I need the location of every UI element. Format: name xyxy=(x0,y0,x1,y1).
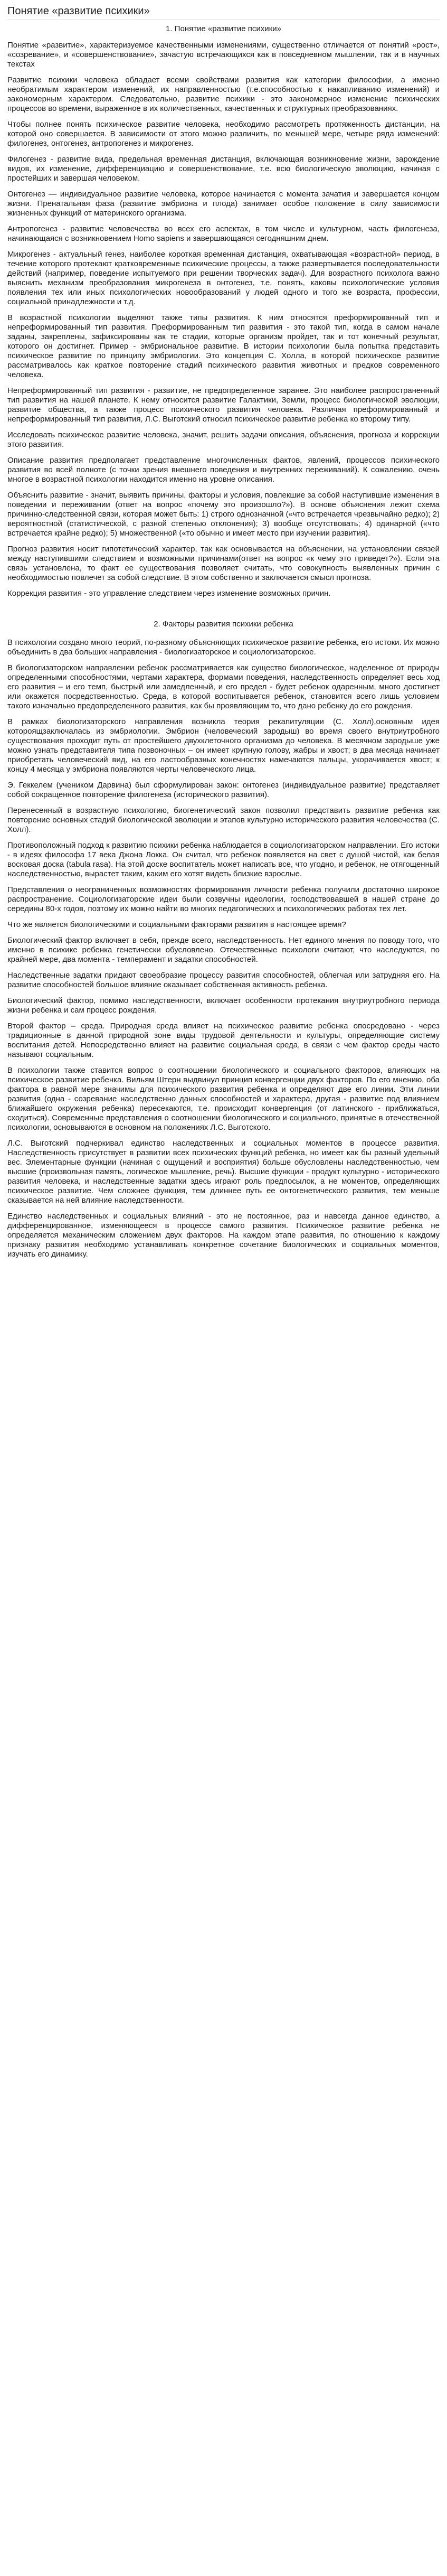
paragraph: Непреформированный тип развития - развитие, не предопределенное заранее. Это наиболее распространенный тип развития на нашей планете. К нему относится развитие Галактики, Земли, процесс биологической эволюции, развитие общества, а также процесс психического развития человека. Различая преформированный и непреформированный тип развития, Л.С. Выготский относил психическое развитие ребенка ко второму типу. xyxy=(7,386,440,424)
paragraph: Филогенез - развитие вида, предельная временная дистанция, включающая возникновение жизни, зарождение видов, их изменение, дифференциацию и совершенствование, т.е. всю биологическую эволюцию, начиная с простейших и завершая человеком. xyxy=(7,155,440,183)
paragraph: Развитие психики человека обладает всеми свойствами развития как категории философии, а именно необратимым характером изменений, их направленностью (т.е.способностью к накапливанию изменений) и закономерным характером. Следовательно, развитие психики - это закономерное изменение психических процессов во времени, выраженное в их количественных, качественных и структурных преобразованиях. xyxy=(7,76,440,113)
paragraph: Второй фактор – среда. Природная среда влияет на психическое развитие ребенка опосредовано - через традиционные в данной природной зоне виды трудовой деятельности и культуры, определяющие систему воспитания детей. Непосредственно влияет на развитие социальная среда, в связи с чем фактор среды часто называют социальным. xyxy=(7,1022,440,1059)
paragraph: В рамках биологизаторского направления возникла теория рекапитуляции (С. Холл),основным идея котороящзаключалась из эмбриологии. Эмбрион (человеческий зародыш) во время своего внутриутробного существования проходит путь от простейшего двухклеточного организма до человека. В месячном зародыше уже можно узнать представителя типа позвоночных – он имеет крупную голову, жабры и хвост; в два месяца начинает приобретать человеческий вид, на его ластообразных конечностях намечаются пальцы, укорачивается хвост; к концу 4 месяца у эмбриона появляются черты человеческого лица. xyxy=(7,717,440,774)
section-2-heading: 2. Факторы развития психики ребенка xyxy=(154,620,293,629)
paragraph: Противоположный подход к развитию психики ребенка наблюдается в социологизаторском направлении. Его истоки - в идеях философа 17 века Джона Локка. Он считал, что ребенок появляется на свет с душой чистой, как белая восковая доска (tabula rasa). На этой доске воспитатель может написать все, что угодно, и ребенок, не отягощенный наследственностью, вырастет таким, каким его хотят видеть близкие взрослые. xyxy=(7,841,440,878)
document-title: Понятие «развитие психики» xyxy=(7,5,440,20)
paragraph: Биологический фактор, помимо наследственности, включает особенности протекания внутриутробного периода жизни ребенка и сам процесс рождения. xyxy=(7,996,440,1015)
section-1-body xyxy=(7,41,440,598)
section-1-heading: 1. Понятие «развитие психики» xyxy=(166,24,281,33)
paragraph: Что же является биологическими и социальными факторами развития в настоящее время? xyxy=(7,920,346,929)
paragraph: Описание развития предполагает представление многочисленных фактов, явлений, процессов психического развития во всей полноте (с точки зрения внешнего поведения и внутренних переживаний). К сожалению, очень многое в возрастной психологии находится именно на уровне описания. xyxy=(7,456,440,484)
paragraph: В психологии также ставится вопрос о соотношении биологического и социального факторов, влияющих на психическое развитие ребенка. Вильям Штерн выдвинул принцип конвергенции двух факторов. По его мнению, оба фактора в равной мере значимы для психического развития ребенка и определяют две его линии. Эти линии развития (одна - созревание наследственно данных способностей и характера, другая - развитие под влиянием ближайшего окружения ребенка) пересекаются, т.е. происходит конвергенция (от латинского - приближаться, сходиться). Современные представления о соотношении биологического и социального, принятые в отечественной психологии, основываются в основном на положениях Л.С. Выготского. xyxy=(7,1066,440,1132)
paragraph: В психологии создано много теорий, по-разному объясняющих психическое развитие ребенка, его истоки. Их можно объединить в два больших направления - биологизаторское и социологизаторское. xyxy=(7,638,440,657)
paragraph: Чтобы полнее понять психическое развитие человека, необходимо рассмотреть протяженность дистанции, на которой оно совершается. В зависимости от этого можно различить, по меньшей мере, четыре ряда изменений: филогенез, онтогенез, антропогенез и микрогенез. xyxy=(7,120,440,148)
paragraph: В биологизаторском направлении ребенок рассматривается как существо биологическое, наделенное от природы определенными способностями, чертами характера, формами поведения, наследственность определяет весь ход его развития – и его темп, быстрый или замедленный, и его предел - будет ребенок одаренным, много достигнет или окажется посредственностью. Среда, в которой воспитывается ребенок, становится всего лишь условием такого изначально предопределенного развития, как бы проявляющим то, что дано ребенку до его рождения. xyxy=(7,663,440,710)
paragraph: Перенесенный в возрастную психологию, биогенетический закон позволил представить развитие ребенка как повторение основных стадий биологической эволюции и этапов культурно исторического развития человечества (С. Холл). xyxy=(7,806,440,834)
paragraph: Исследовать психическое развитие человека, значит, решить задачи описания, объяснения, прогноза и коррекции этого развития. xyxy=(7,430,440,449)
paragraph: Микрогенез - актуальный генез, наиболее короткая временная дистанция, охватывающая «возрастной» период, в течение которого протекают кратковременные психические процессы, а также развертывается последовательности действий (например, поведение испытуемого при решении творческих задач). Для возрастного психолога важно выяснить механизм преобразования микрогенеза в онтогенез, т.е. понять, каковы психологические условия появления тех или иных психологических новообразований у людей одного и того же возраста, профессии, социальной принадлежности и т.д. xyxy=(7,250,440,306)
paragraph: Онтогенез — индивидуальное развитие человека, которое начинается с момента зачатия и завершается концом жизни. Пренатальная фаза (развитие эмбриона и плода) занимает особое положение в силу зависимости жизненных функций от материнского организма. xyxy=(7,190,440,218)
paragraph: Понятие «развитие», характеризуемое качественными изменениями, существенно отличается от понятий «рост», «созревание», и «совершенствование», зачастую встречающихся как в повседневном мышлении, так и в научных текстах xyxy=(7,41,440,69)
paragraph: Э. Геккелем (учеником Дарвина) был сформулирован закон: онтогенез (индивидуальное развитие) представляет собой сокращенное повторение филогенеза (исторического развития). xyxy=(7,781,440,799)
paragraph: Антропогенез - развитие человечества во всех его аспектах, в том числе и культурном, часть филогенеза, начинающаяся с возникновением Homo sapiens и завершающаяся сегодняшним днем. xyxy=(7,224,440,243)
paragraph: Единство наследственных и социальных влияний - это не постоянное, раз и навсегда данное единство, а дифференцированное, изменяющееся в процессе самого развития. Психическое развитие ребенка не определяется механическим сложением двух факторов. На каждом этапе развития, по отношению к каждому признаку развития необходимо устанавливать конкретное сочетание биологических и социальных моментов, изучать его динамику. xyxy=(7,1212,440,1259)
section-2-body xyxy=(7,638,440,1259)
paragraph: Прогноз развития носит гипотетический характер, так как основывается на объяснении, на установлении связей между наступившими следствием и возможными причинами(ответ на вопрос «к чему это приведет?»). Если эта связь установлена, то факт ее существования позволяет считать, что совокупность выявленных причин с необходимостью повлечет за собой следствие. В этом собственно и заключается смысл прогноза. xyxy=(7,545,440,582)
paragraph: Представления о неограниченных возможностях формирования личности ребенка получили достаточно широкое распространение. Социологизаторские идеи были созвучны идеологии, господствовавшей в нашей стране до середины 80-х годов, поэтому их можно найти во многих педагогических и психологических работах тех лет. xyxy=(7,885,440,913)
section-2 xyxy=(7,620,440,1259)
paragraph: В возрастной психологии выделяют также типы развития. К ним относятся преформированный тип и непреформированный тип развития. Преформированным тип развития - это такой тип, когда в самом начале заданы, закреплены, зафиксированы как те стадии, которые организм пройдет, так и тот конечный результат, которого он достигнет. Пример - эмбриональное развитие. В истории психологии была попытка представить психическое развитие по принципу эмбриологии. Это концепция С. Холла, в которой психическое развитие рассматривалось как краткое повторение стадий психического развития животных и предков современного человека. xyxy=(7,313,440,379)
paragraph: Биологический фактор включает в себя, прежде всего, наследственность. Нет единого мнения по поводу того, что именно в психике ребенка генетически обусловлено. Отечественные психологи считают, что наследуются, по крайней мере, два момента - темперамент и задатки способностей. xyxy=(7,936,440,964)
paragraph: Объяснить развитие - значит, выявить причины, факторы и условия, повлекшие за собой наступившие изменения в поведении и переживании (ответ на вопрос «почему это произошло?»). В основе объяснения лежит схема причинно-следственной связи, которая может быть: 1) строго однозначной («что встречается чрезвычайно редко); 2) вероятностной (статистической, с разной степенью отклонения); 3) вообще отсутствовать; 4) одинарной («что встречается крайне редко); 5) множественной («то обычно и имеет место при изучении развития). xyxy=(7,491,440,538)
paragraph: Наследственные задатки придают своеобразие процессу развития способностей, облегчая или затрудняя его. На развитие способностей большое влияние оказывает собственная активность ребенка. xyxy=(7,971,440,989)
paragraph: Коррекция развития - это управление следствием через изменение возможных причин. xyxy=(7,589,331,598)
section-1 xyxy=(7,24,440,598)
paragraph: Л.С. Выготский подчеркивал единство наследственных и социальных моментов в процессе развития. Наследственность присутствует в развитии всех психических функций ребенка, но имеет как бы разный удельный вес. Элементарные функции (начиная с ощущений и восприятия) больше обусловлены наследственностью, чем высшие (произвольная память, логическое мышление, речь). Высшие функции - продукт культурно - исторического развития человека, и наследственные задатки здесь играют роль предпосылок, а не моментов, определяющих психическое развитие. Чем сложнее функция, тем длиннее путь ее онтогенетического развития, тем меньше сказывается на ней влияние наследственности. xyxy=(7,1139,440,1205)
